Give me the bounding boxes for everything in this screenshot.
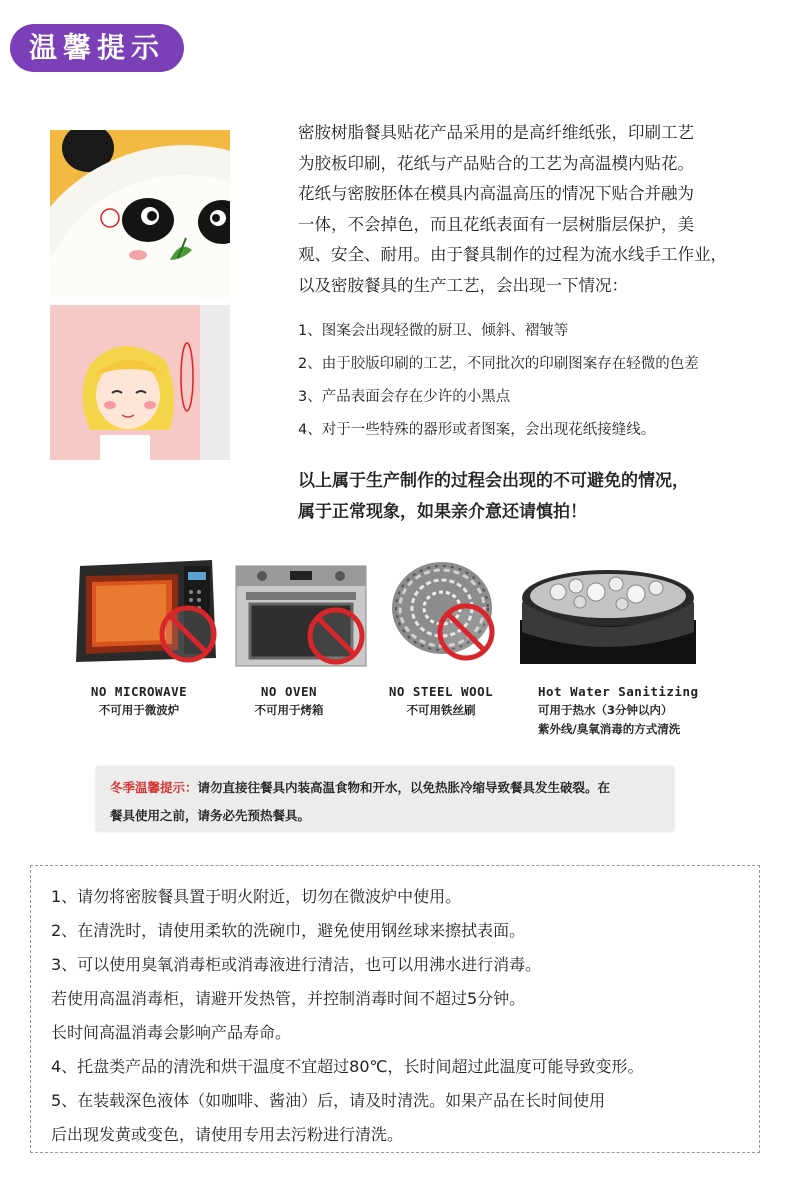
care-line: 1、请勿将密胺餐具置于明火附近，切勿在微波炉中使用。 <box>51 887 462 906</box>
girl-cup-photo <box>50 305 230 460</box>
list-item: 2、由于胶版印刷的工艺，不同批次的印刷图案存在轻微的色差 <box>298 356 699 372</box>
intro-paragraph <box>298 118 768 301</box>
winter-tip-text: 请勿直接往餐具内装高温食物和开水，以免热胀冷缩导致餐具发生破裂。在 <box>197 780 611 795</box>
list-item: 1、图案会出现轻微的厨卫、倾斜、褶皱等 <box>298 323 569 339</box>
caption-zh: 紫外线/臭氧消毒的方式清洗 <box>538 722 681 736</box>
caption-microwave <box>78 682 200 720</box>
intro-line: 以及密胺餐具的生产工艺，会出现一下情况： <box>298 275 628 295</box>
caption-steel-wool <box>378 682 504 720</box>
care-instructions-box <box>30 865 760 1153</box>
list-item: 4、对于一些特殊的器形或者图案，会出现花纸接缝线。 <box>298 422 656 438</box>
care-line: 5、在装载深色液体（如咖啡、酱油）后，请及时清洗。如果产品在长时间使用 <box>51 1091 606 1110</box>
oven-icon <box>232 552 372 676</box>
care-line: 若使用高温消毒柜，请避开发热管，并控制消毒时间不超过5分钟。 <box>51 989 526 1008</box>
intro-line: 花纸与密胺胚体在模具内高温高压的情况下贴合并融为 <box>298 184 694 203</box>
intro-line: 一体，不会掉色，而且花纸表面有一层树脂层保护，美 <box>298 214 694 234</box>
note-line: 以上属于生产制作的过程会出现的不可避免的情况， <box>298 471 689 491</box>
caption-hot-water <box>538 682 738 739</box>
caption-oven <box>234 682 344 720</box>
caption-en: NO OVEN <box>260 684 318 699</box>
caption-en: NO STEEL WOOL <box>388 684 494 699</box>
caption-zh: 不可用于微波炉 <box>98 703 180 717</box>
boiling-pot-icon <box>518 552 698 676</box>
care-line: 长时间高温消毒会影响产品寿命。 <box>51 1023 292 1042</box>
note-line: 属于正常现象，如果亲介意还请慎拍！ <box>298 502 587 522</box>
intro-line: 观、安全、耐用。由于餐具制作的过程为流水线手工作业， <box>298 245 727 264</box>
issue-list <box>298 315 778 447</box>
caption-zh: 可用于热水（3分钟以内） <box>538 703 673 717</box>
caption-zh: 不可用于烤箱 <box>254 703 324 717</box>
intro-line: 密胺树脂餐具贴花产品采用的是高纤维纸张，印刷工艺 <box>298 123 694 142</box>
microwave-icon <box>66 552 226 676</box>
steel-wool-icon <box>386 552 506 676</box>
warm-tips-badge: 温馨提示 <box>10 24 184 72</box>
winter-tip-box <box>96 766 674 830</box>
normal-phenomenon-note <box>298 466 778 528</box>
caption-en: NO MICROWAVE <box>90 684 188 699</box>
winter-tip-label: 冬季温馨提示： <box>110 780 198 795</box>
list-item: 3、产品表面会存在少许的小黑点 <box>298 389 511 405</box>
caption-zh: 不可用铁丝刷 <box>406 703 476 717</box>
caption-en: Hot Water Sanitizing <box>538 684 699 699</box>
care-line: 3、可以使用臭氧消毒柜或消毒液进行清洁，也可以用沸水进行消毒。 <box>51 955 542 974</box>
care-line: 4、托盘类产品的清洗和烘干温度不宜超过80℃，长时间超过此温度可能导致变形。 <box>51 1057 644 1076</box>
intro-line: 为胶板印刷，花纸与产品贴合的工艺为高温模内贴花。 <box>298 153 694 173</box>
care-line: 2、在清洗时，请使用柔软的洗碗巾，避免使用钢丝球来擦拭表面。 <box>51 921 526 940</box>
winter-tip-text: 餐具使用之前，请务必先预热餐具。 <box>110 808 311 823</box>
care-line: 后出现发黄或变色，请使用专用去污粉进行清洗。 <box>51 1125 404 1144</box>
panda-plate-photo <box>50 130 230 298</box>
